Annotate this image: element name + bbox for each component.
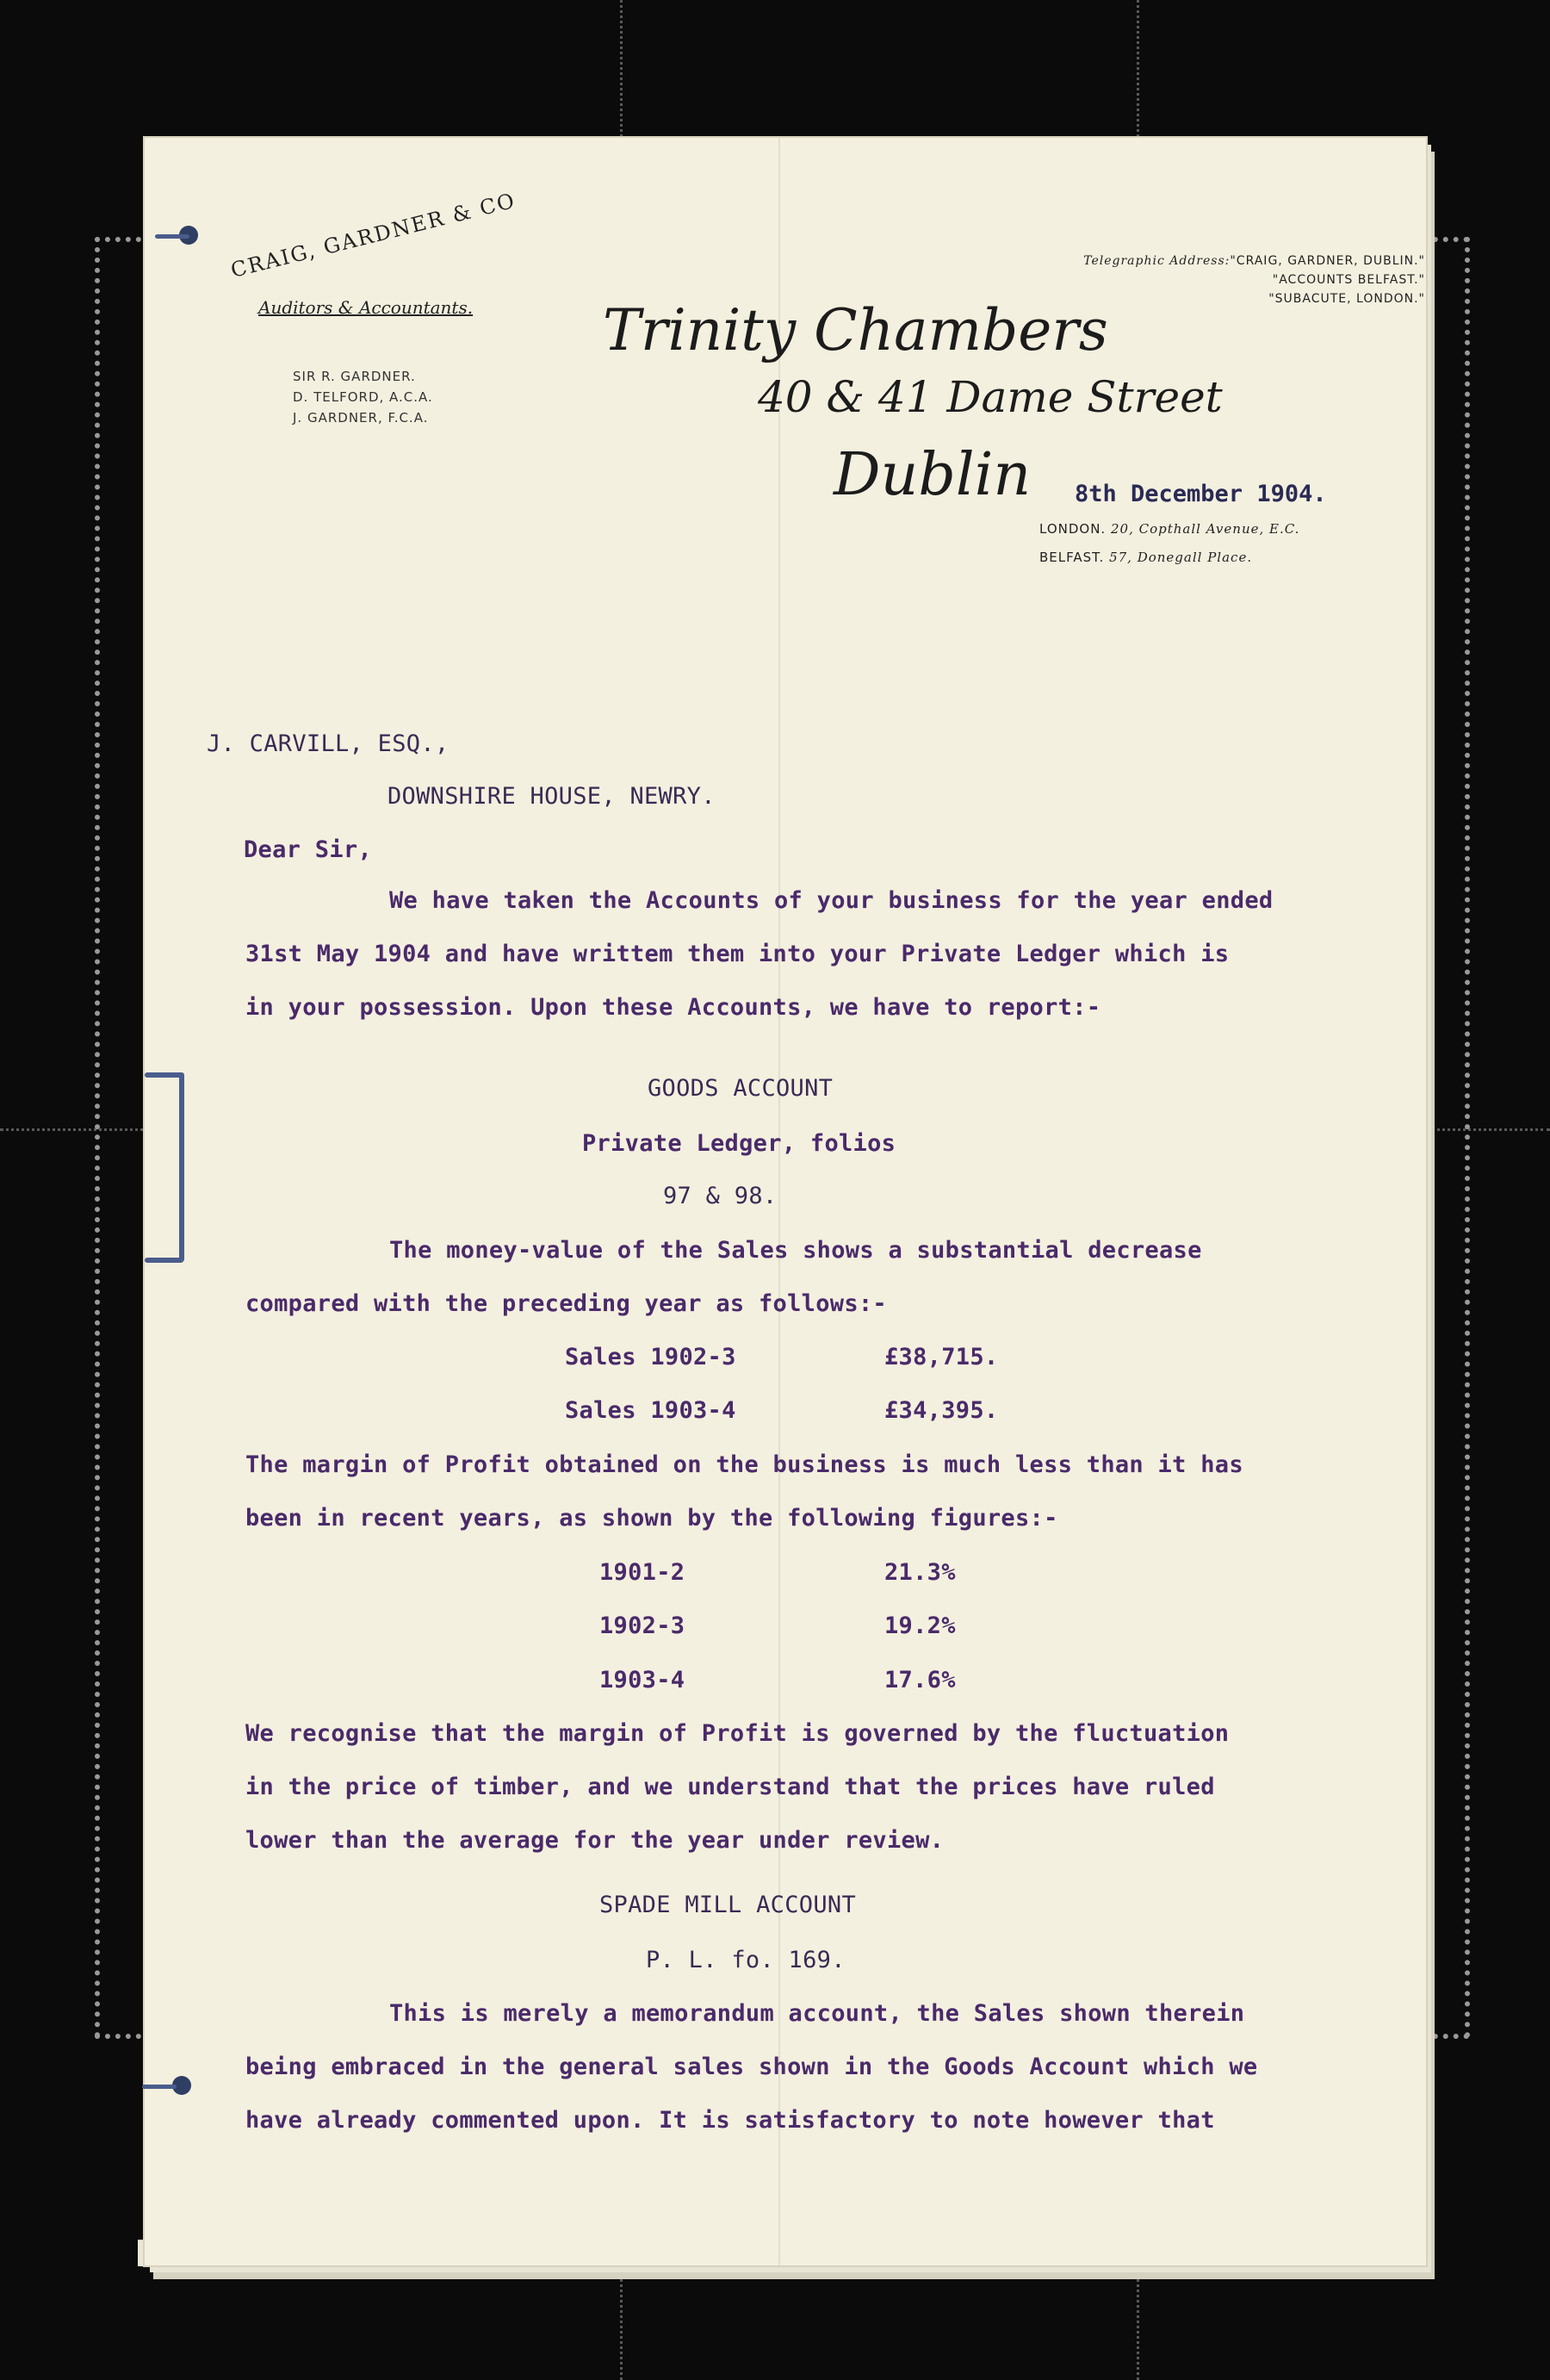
branch-offices [1039, 515, 1299, 572]
margin-value: 17.6% [884, 1667, 956, 1693]
telegraphic-line: "CRAIG, GARDNER, DUBLIN." [1230, 254, 1425, 268]
margin-para-line: The margin of Profit obtained on the business is much less than it has [245, 1451, 1243, 1478]
goods-ref: Private Ledger, folios [582, 1130, 896, 1157]
intro-line: 31st May 1904 and have writtem them into your Private Ledger which is [245, 941, 1230, 967]
belfast-label: BELFAST. [1039, 550, 1105, 565]
goods-ref-folios: 97 & 98. [663, 1183, 778, 1209]
goods-closing-line: lower than the average for the year under review. [245, 1827, 945, 1854]
spade-para-line: being embraced in the general sales shown in the Goods Account which we [245, 2054, 1258, 2080]
belfast-address: 57, Donegall Place. [1109, 550, 1253, 565]
sales-value: £38,715. [884, 1344, 999, 1370]
salutation: Dear Sir, [244, 836, 372, 863]
binding-string [155, 234, 189, 239]
london-address: 20, Copthall Avenue, E.C. [1110, 521, 1300, 537]
street-address: 40 & 41 Dame Street [758, 372, 1223, 422]
firm-name: CRAIG, GARDNER & CO [228, 188, 518, 283]
goods-closing-line: We recognise that the margin of Profit is governed by the fluctuation [245, 1720, 1230, 1747]
margin-year: 1902-3 [599, 1613, 685, 1639]
margin-value: 19.2% [884, 1613, 956, 1639]
intro-line: in your possession. Upon these Accounts, we have to report:- [245, 994, 1101, 1021]
telegraphic-line: "SUBACUTE, LONDON." [1268, 292, 1425, 306]
partner: SIR R. GARDNER. [293, 369, 416, 384]
letter-date: 8th December 1904. [1075, 481, 1327, 507]
recipient-name: J. CARVILL, ESQ., [207, 730, 450, 757]
partner: J. GARDNER, F.C.A. [293, 410, 429, 426]
partner: D. TELFORD, A.C.A. [293, 389, 433, 405]
spade-heading: SPADE MILL ACCOUNT [599, 1892, 856, 1918]
sales-value: £34,395. [884, 1397, 999, 1424]
margin-year: 1903-4 [599, 1667, 685, 1693]
binding-string [145, 1258, 183, 1263]
margin-value: 21.3% [884, 1559, 956, 1586]
sales-label: Sales 1903-4 [565, 1397, 736, 1424]
goods-para-line: compared with the preceding year as follows:- [245, 1290, 887, 1317]
firm-subtitle: Auditors & Accountants. [258, 297, 474, 318]
margin-year: 1901-2 [599, 1559, 685, 1586]
sales-label: Sales 1902-3 [565, 1344, 736, 1370]
building-name: Trinity Chambers [603, 297, 1108, 364]
goods-para-line: The money-value of the Sales shows a substantial decrease [389, 1237, 1202, 1264]
telegraphic-label: Telegraphic Address: [1083, 254, 1231, 268]
telegraphic-address [1083, 252, 1425, 308]
spade-para-line: have already commented upon. It is satisfactory to note however that [245, 2107, 1215, 2134]
partners-list [293, 366, 433, 428]
goods-closing-line: in the price of timber, and we understand that the prices have ruled [245, 1774, 1215, 1800]
city-name: Dublin [834, 441, 1032, 509]
london-label: LONDON. [1039, 521, 1107, 537]
spade-ref: P. L. fo. 169. [646, 1947, 846, 1973]
recipient-address: DOWNSHIRE HOUSE, NEWRY. [388, 783, 716, 810]
telegraphic-line: "ACCOUNTS BELFAST." [1272, 273, 1425, 287]
spade-para-line: This is merely a memorandum account, the Sales shown therein [389, 2000, 1245, 2027]
binding-string [179, 1072, 184, 1262]
intro-line: We have taken the Accounts of your business for the year ended [389, 887, 1274, 914]
margin-para-line: been in recent years, as shown by the following figures:- [245, 1505, 1058, 1532]
binding-string [145, 1072, 183, 1078]
goods-heading: GOODS ACCOUNT [648, 1075, 834, 1102]
binding-string [142, 2085, 177, 2089]
